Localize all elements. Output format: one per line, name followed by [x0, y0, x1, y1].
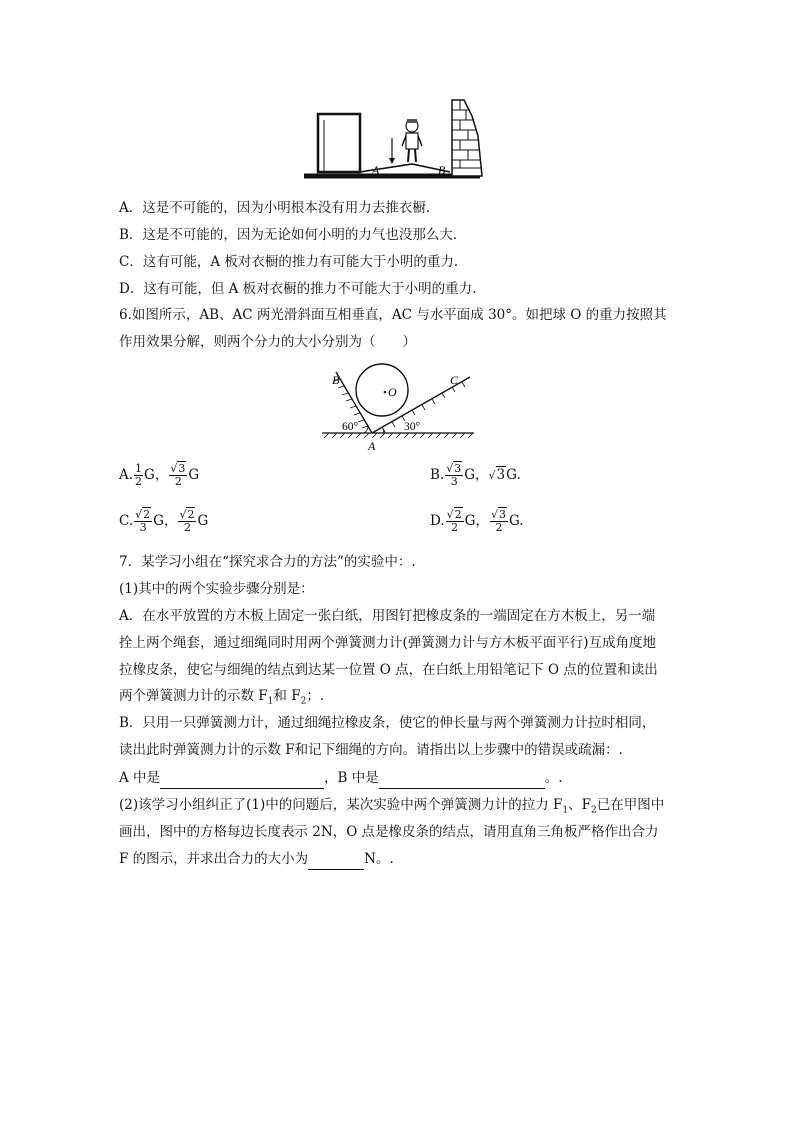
- fraction: $\frac{√3}{2}$: [490, 508, 506, 534]
- option-letter: C.: [119, 513, 134, 529]
- ball-o: [356, 364, 408, 416]
- label-c: C: [450, 373, 459, 387]
- answer-blank-a[interactable]: [160, 768, 324, 789]
- angle-30-arc: [382, 427, 384, 433]
- fraction: $\frac{√2}{3}$: [135, 508, 151, 534]
- q5-option-a: A．这是不可能的，因为小明根本没有用力去推衣橱.: [119, 200, 431, 216]
- q7-part2-line2: 画出，图中的方格每边长度表示 2N，O 点是橡皮条的结点，请用直角三角板严格作出合力: [119, 824, 659, 840]
- q6-option-d: D. $\frac{√2}{2}$ G， $\frac{√3}{2}$ G.: [430, 508, 524, 534]
- q5-option-c: C．这有可能，A 板对衣橱的推力有可能大于小明的重力.: [119, 254, 459, 270]
- q7-step-a-line4: 两个弹簧测力计的示数 $F_1$和 $F_2$；.: [119, 688, 325, 707]
- fraction: $\frac{√2}{2}$: [446, 508, 462, 534]
- q7-step-a-line2: 拴上两个绳套，通过细绳同时用两个弹簧测力计(弹簧测力计与方木板平面平行)互成角度地: [119, 635, 657, 651]
- label-a: A: [372, 163, 380, 177]
- q7-step-a-line1: A．在水平放置的方木板上固定一张白纸，用图钉把橡皮条的一端固定在方木板上，另一端: [119, 608, 656, 624]
- answer-blank-resultant[interactable]: [308, 849, 364, 870]
- angle-30-label: 30°: [404, 421, 421, 433]
- fraction: $\frac{√3}{2}$: [170, 462, 186, 488]
- q7-answer-line: A 中是 ，B 中是 。.: [119, 768, 563, 789]
- option-letter: D.: [430, 513, 445, 529]
- q7-step-b-line1: B．只用一只弹簧测力计，通过细绳拉橡皮条，使它的伸长量与两个弹簧测力计拉时相同，: [119, 715, 656, 731]
- force-arrowhead: [389, 158, 395, 164]
- q7-part2-line3: F 的图示，并求出合力的大小为 N。.: [119, 849, 394, 870]
- fraction: $\frac{√2}{2}$: [179, 508, 195, 534]
- q6-option-c: C. $\frac{√2}{3}$ G， $\frac{√2}{2}$ G: [119, 508, 209, 534]
- q6-option-a: A. $\frac{1}{2}$ G， $\frac{√3}{2}$ G: [119, 462, 200, 488]
- ball-center: [384, 391, 387, 394]
- q5-option-d: D．这有可能，但 A 板对衣橱的推力不可能大于小明的重力.: [119, 281, 477, 297]
- label-b: B: [332, 373, 340, 387]
- q6-option-b: B. $\frac{√3}{3}$ G，√3G.: [430, 462, 521, 488]
- q7-part1: (1)其中的两个实验步骤分别是：: [119, 581, 314, 597]
- q7-part2-line1: (2)该学习小组纠正了(1)中的问题后，某次实验中两个弹簧测力计的拉力 $F_1$、$F_2$已在甲图中: [119, 797, 665, 816]
- q6-stem-line1: 6.如图所示，AB、AC 两光滑斜面互相垂直，AC 与水平面成 30°。如把球 O 的重力按照其: [119, 307, 667, 323]
- q7-step-b-line2: 读出此时弹簧测力计的示数 F和记下细绳的方向。请指出以上步骤中的错误或疏漏：.: [119, 742, 623, 758]
- angle-60-label: 60°: [342, 421, 359, 433]
- ground-hatching: [324, 433, 473, 438]
- option-letter: A.: [119, 467, 134, 483]
- fraction: $\frac{1}{2}$: [135, 462, 143, 488]
- label-a: A: [368, 439, 376, 453]
- wardrobe-push-figure: [300, 96, 500, 192]
- boy: [402, 119, 422, 162]
- q7-step-a-line3: 拉橡皮条，使它与细绳的结点到达某一位置 O 点，在白纸上用铅笔记下 O 点的位置和读出: [119, 662, 658, 678]
- label-b: B: [438, 163, 446, 177]
- answer-blank-b[interactable]: [379, 768, 545, 789]
- fraction: $\frac{√3}{3}$: [446, 462, 462, 488]
- q6-stem-line2: 作用效果分解，则两个分力的大小分别为（ ）: [119, 334, 416, 350]
- label-o: O: [388, 385, 397, 399]
- ball-incline-figure: [318, 360, 478, 454]
- option-letter: B.: [430, 467, 445, 483]
- sqrt-expression: √3: [488, 467, 506, 483]
- q7-title: 7．某学习小组在“探究求合力的方法”的实验中：.: [119, 554, 416, 570]
- q5-option-b: B．这是不可能的，因为无论如何小明的力气也没那么大.: [119, 227, 458, 243]
- brick-wall: [452, 100, 482, 176]
